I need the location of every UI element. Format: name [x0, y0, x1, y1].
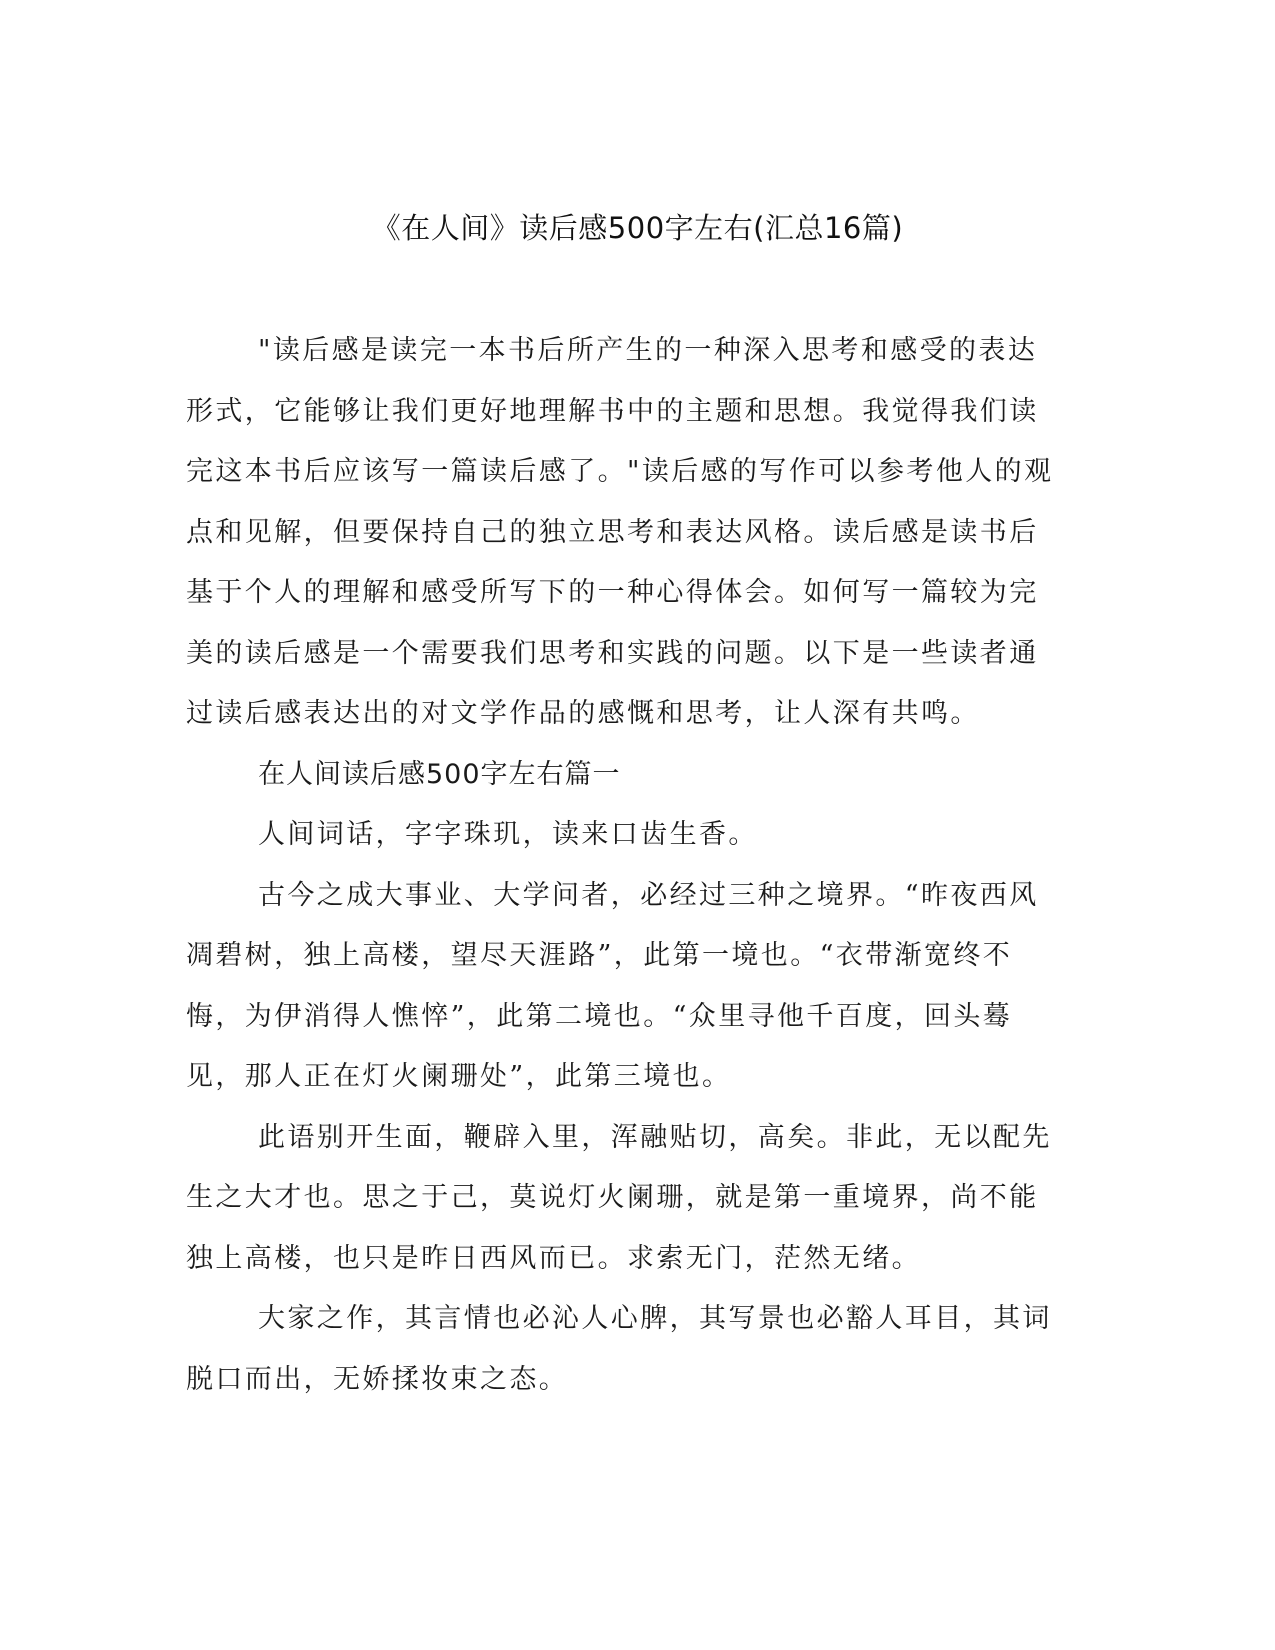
section-heading: 在人间读后感500字左右篇一	[258, 758, 621, 790]
body-paragraph: 大家之作，其言情也必沁人心脾，其写景也必豁人耳目，其词脱口而出，无娇揉妆束之态。	[186, 1303, 1052, 1395]
body-paragraph: 人间词话，字字珠玑，读来口齿生香。	[258, 819, 758, 850]
document-title: 《在人间》读后感500字左右(汇总16篇)	[371, 211, 904, 245]
body-paragraph: 古今之成大事业、大学问者，必经过三种之境界。“昨夜西风凋碧树，独上高楼，望尽天涯路”，此第一境也。“衣带渐宽终不悔，为伊消得人憔悴”，此第二境也。“众里寻他千百度，回头蓦见，那人正在灯火阑珊处”，此第三境也。	[186, 879, 1039, 1092]
document-body	[186, 321, 1066, 1410]
body-paragraph: 此语别开生面，鞭辟入里，浑融贴切，高矣。非此，无以配先生之大才也。思之于己，莫说灯火阑珊，就是第一重境界，尚不能独上高楼，也只是昨日西风而已。求索无门，茫然无绪。	[186, 1121, 1052, 1274]
intro-paragraph: "读后感是读完一本书后所产生的一种深入思考和感受的表达形式，它能够让我们更好地理解书中的主题和思想。我觉得我们读完这本书后应该写一篇读后感了。"读后感的写作可以参考他人的观点和见解，但要保持自己的独立思考和表达风格。读后感是读书后基于个人的理解和感受所写下的一种心得体会。如何写一篇较为完美的读后感是一个需要我们思考和实践的问题。以下是一些读者通过读后感表达出的对文学作品的感慨和思考，让人深有共鸣。	[186, 335, 1054, 729]
